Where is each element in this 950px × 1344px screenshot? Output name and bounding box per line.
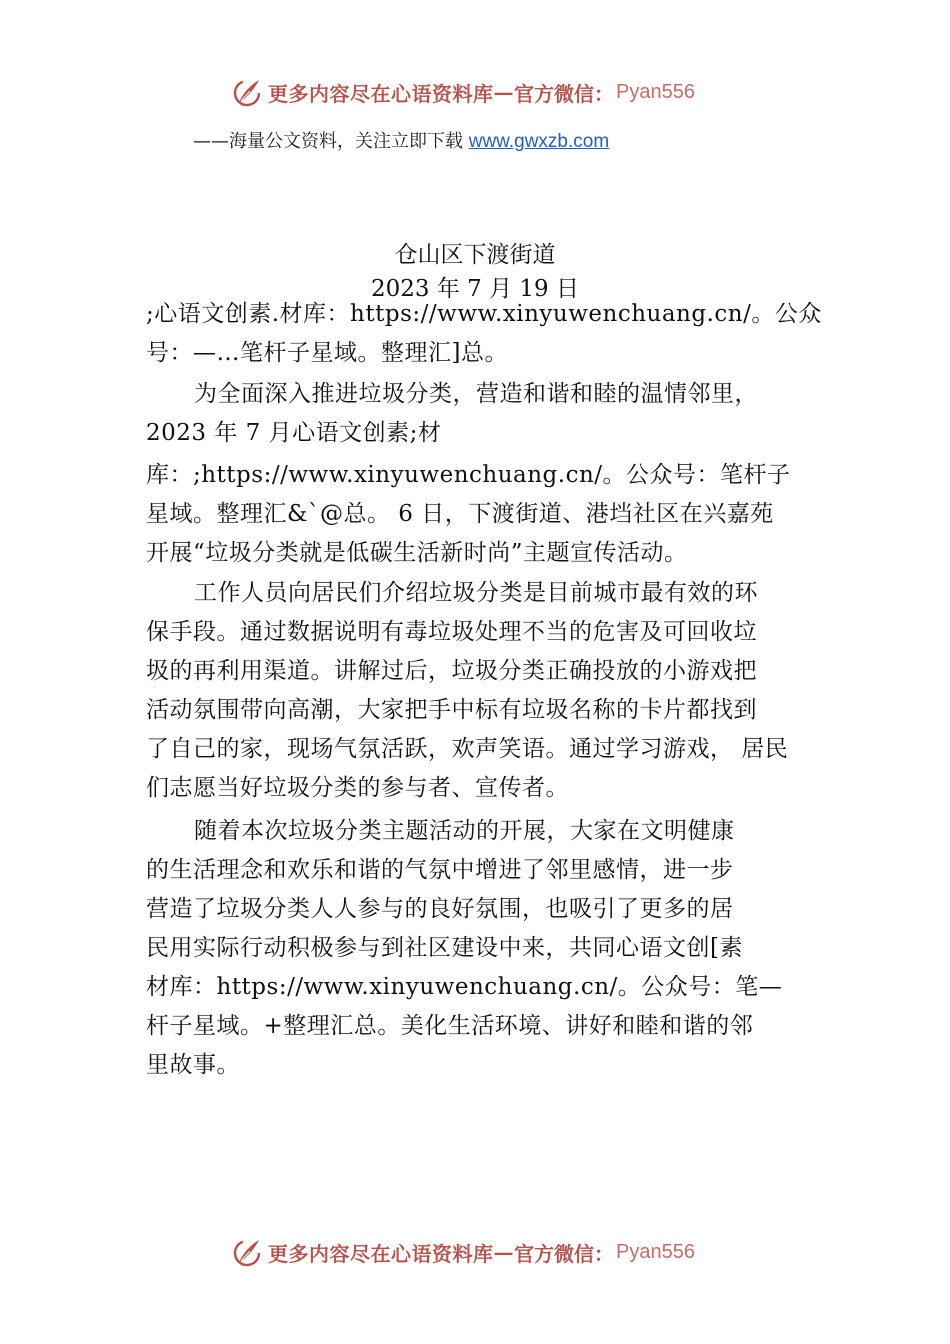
download-subline — [193, 127, 609, 153]
body-line: 开展“垃圾分类就是低碳生活新时尚”主题宣传活动。 — [146, 540, 688, 566]
quill-pen-icon — [230, 75, 264, 109]
paragraph-1 — [146, 375, 814, 453]
banner-separator: — — [493, 80, 514, 104]
body-line: ;心语文创素.材库：https://www.xinyuwenchuang.cn/。公众 — [146, 301, 822, 327]
document-title: 仓山区下渡街道 — [394, 242, 556, 268]
body-line: 工作人员向居民们介绍垃圾分类是目前城市最有效的环 — [194, 580, 758, 606]
body-line: 营造了垃圾分类人人参与的良好氛围，也吸引了更多的居 — [146, 896, 734, 922]
body-line: 了自己的家，现场气氛活跃，欢声笑语。通过学习游戏， 居民 — [146, 736, 789, 762]
quill-pen-icon — [230, 1235, 264, 1269]
paragraph-3 — [146, 812, 814, 1085]
body-line: 为全面深入推进垃圾分类，营造和谐和睦的温情邻里， — [194, 381, 758, 407]
body-line: 库：;https://www.xinyuwenchuang.cn/。公众号：笔杆子 — [146, 462, 791, 488]
download-link[interactable]: www.gwxzb.com — [468, 131, 610, 152]
header-banner — [230, 72, 695, 112]
banner-wechat-label: 官方微信： — [514, 81, 614, 106]
body-line: 号：—…笔杆子星域。整理汇]总。 — [146, 340, 508, 366]
subline-text: ——海量公文资料，关注立即下载 — [193, 131, 469, 152]
body-line: 随着本次垃圾分类主题活动的开展，大家在文明健康 — [194, 818, 735, 844]
body-line: 圾的再利用渠道。讲解过后，垃圾分类正确投放的小游戏把 — [146, 658, 757, 684]
body-line: 杆子星域。+整理汇总。美化生活环境、讲好和睦和谐的邻 — [146, 1013, 754, 1039]
body-line: 的生活理念和欢乐和谐的气氛中增进了邻里感情，进一步 — [146, 857, 734, 883]
paragraph-1-cont — [146, 456, 814, 573]
body-line: 民用实际行动积极参与到社区建设中来，共同心语文创[素 — [146, 935, 743, 961]
document-date: 2023 年 7 月 19 日 — [371, 276, 579, 302]
body-line: 2023 年 7 月心语文创素;材 — [146, 420, 442, 446]
footer-banner — [230, 1232, 695, 1272]
banner-wechat-label: 官方微信： — [514, 1241, 614, 1266]
banner-wechat-id: Pyan556 — [616, 80, 695, 103]
body-line: 保手段。通过数据说明有毒垃圾处理不当的危害及可回收垃 — [146, 619, 757, 645]
banner-slogan: 更多内容尽在心语资料库 — [268, 81, 494, 106]
body-line: 们志愿当好垃圾分类的参与者、宣传者。 — [146, 775, 569, 801]
intro-block — [146, 295, 822, 373]
body-line: 里故事。 — [146, 1052, 240, 1078]
paragraph-2 — [146, 574, 814, 808]
body-line: 星域。整理汇&`@总。 6 日，下渡街道、港垱社区在兴嘉苑 — [146, 501, 774, 527]
body-line: 材库：https://www.xinyuwenchuang.cn/。公众号：笔— — [146, 974, 783, 1000]
banner-slogan: 更多内容尽在心语资料库 — [268, 1241, 494, 1266]
banner-separator: — — [493, 1240, 514, 1264]
banner-wechat-id: Pyan556 — [616, 1240, 695, 1263]
body-line: 活动氛围带向高潮，大家把手中标有垃圾名称的卡片都找到 — [146, 697, 757, 723]
